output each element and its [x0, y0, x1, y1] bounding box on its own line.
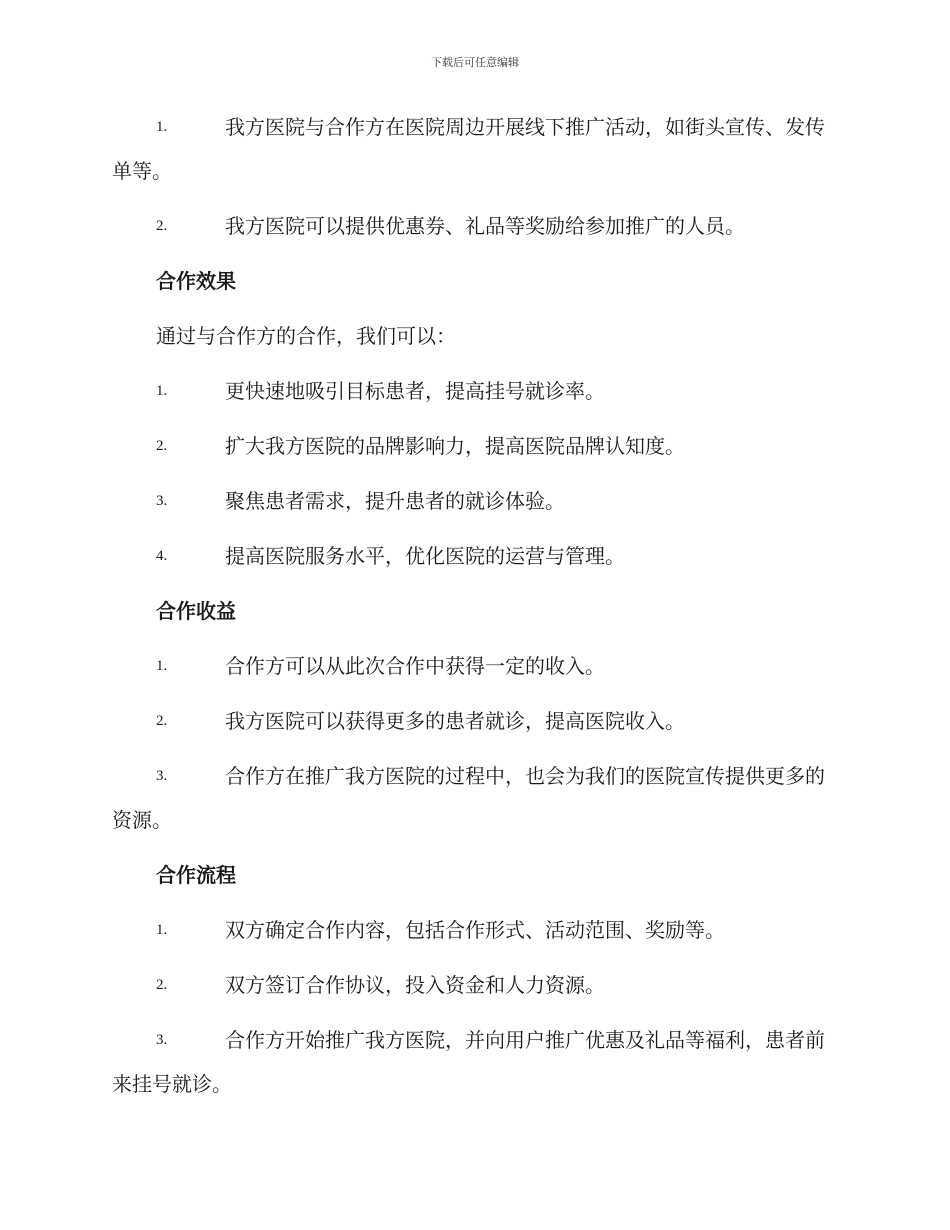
- list-item: [112, 105, 838, 193]
- list-text: 双方确定合作内容，包括合作形式、活动范围、奖励等。: [225, 918, 725, 942]
- header-note: 下载后可任意编辑: [431, 56, 519, 69]
- list-text: 合作方开始推广我方医院，并向用户推广优惠及礼品等福利，患者前来挂号就诊。: [112, 1028, 825, 1096]
- document-body: [112, 105, 838, 1106]
- list-item: [112, 699, 838, 743]
- list-item: [112, 754, 838, 842]
- list-text: 我方医院可以获得更多的患者就诊，提高医院收入。: [225, 709, 685, 733]
- list-item: [112, 644, 838, 688]
- list-text: 合作方可以从此次合作中获得一定的收入。: [225, 654, 605, 678]
- list-number: 4.: [156, 548, 168, 564]
- list-number: 2.: [156, 218, 168, 234]
- list-item: [112, 204, 838, 248]
- section-lead-text: 通过与合作方的合作，我们可以：: [156, 324, 456, 348]
- list-number: 1.: [156, 922, 168, 938]
- list-text: 合作方在推广我方医院的过程中，也会为我们的医院宣传提供更多的资源。: [112, 764, 825, 832]
- list-item: [112, 534, 838, 578]
- list-text: 更快速地吸引目标患者，提高挂号就诊率。: [225, 379, 605, 403]
- list-item: [112, 369, 838, 413]
- list-text: 我方医院与合作方在医院周边开展线下推广活动，如街头宣传、发传单等。: [112, 115, 825, 183]
- list-number: 3.: [156, 1032, 168, 1048]
- list-number: 3.: [156, 493, 168, 509]
- list-number: 2.: [156, 438, 168, 454]
- section-heading-effect: 合作效果: [156, 269, 236, 293]
- list-number: 2.: [156, 977, 168, 993]
- list-text: 扩大我方医院的品牌影响力，提高医院品牌认知度。: [225, 434, 685, 458]
- list-number: 1.: [156, 119, 168, 135]
- list-item: [112, 908, 838, 952]
- list-item: [112, 479, 838, 523]
- list-item: [112, 1018, 838, 1106]
- list-number: 2.: [156, 713, 168, 729]
- list-text: 我方医院可以提供优惠券、礼品等奖励给参加推广的人员。: [225, 214, 745, 238]
- list-text: 提高医院服务水平，优化医院的运营与管理。: [225, 544, 625, 568]
- list-number: 1.: [156, 383, 168, 399]
- list-number: 3.: [156, 768, 168, 784]
- section-heading-benefit: 合作收益: [156, 599, 236, 623]
- list-number: 1.: [156, 658, 168, 674]
- section-heading-process: 合作流程: [156, 863, 236, 887]
- list-item: [112, 963, 838, 1007]
- list-text: 聚焦患者需求，提升患者的就诊体验。: [225, 489, 565, 513]
- list-item: [112, 424, 838, 468]
- list-text: 双方签订合作协议，投入资金和人力资源。: [225, 973, 605, 997]
